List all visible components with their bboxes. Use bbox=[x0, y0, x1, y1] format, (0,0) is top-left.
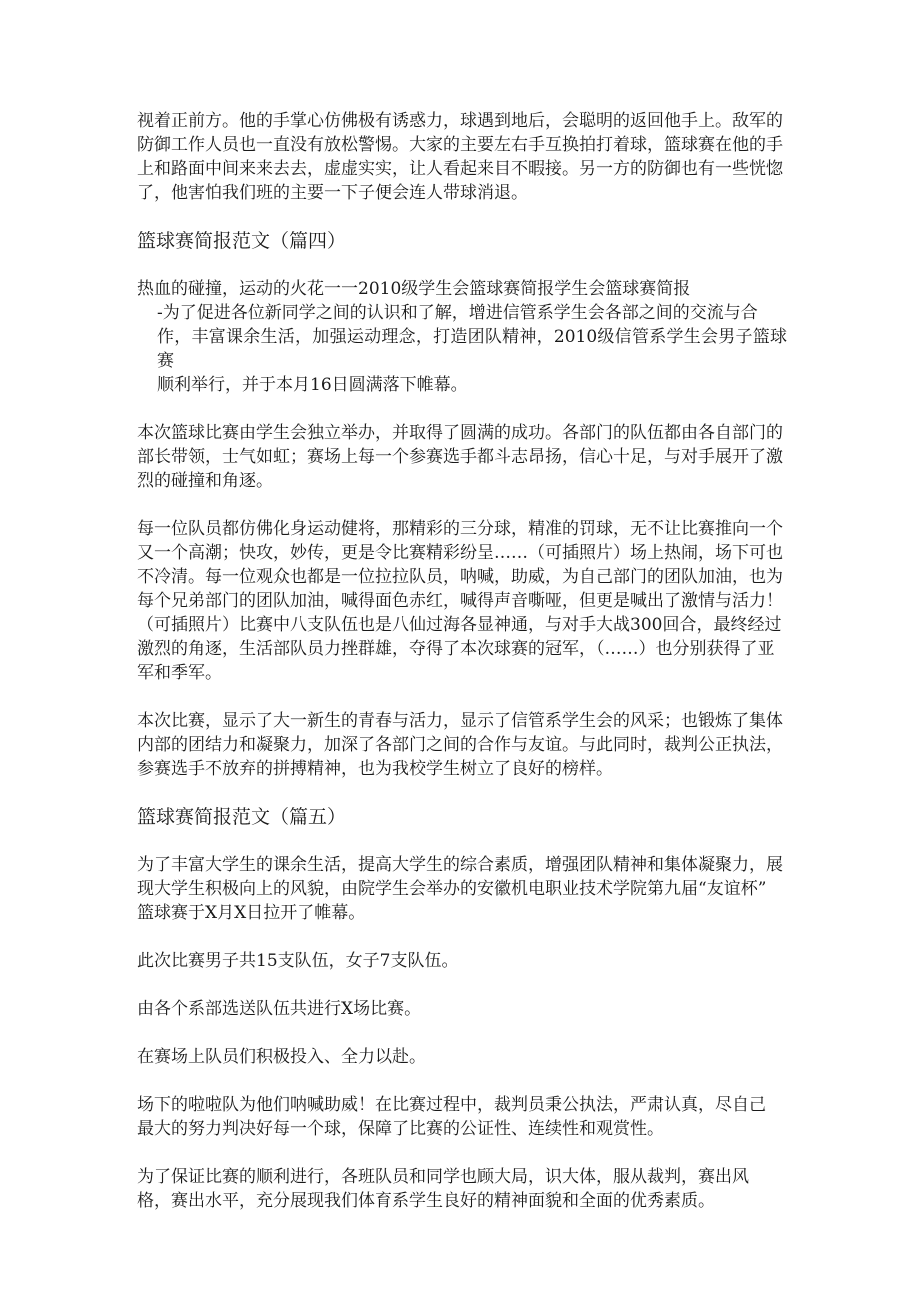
section5-paragraph-3: 由各个系部选送队伍共进行X场比赛。 bbox=[137, 999, 422, 1019]
section5-paragraph-1: 为了丰富大学生的课余生活，提高大学生的综合素质，增强团队精神和集体凝聚力，展 现大学生积极向上的风貌，由院学生会举办的安徽机电职业技术学院第九届“友谊杯” 篮球赛于X月X日拉开了帷幕。 bbox=[137, 855, 783, 923]
section-heading-5: 篮球赛简报范文（篇五） bbox=[137, 806, 347, 828]
section4-paragraph-2: 本次篮球比赛由学生会独立举办，并取得了圆满的成功。各部门的队伍都由各自部门的 部长带领，士气如虹；赛场上每一个参赛选手都斗志昂扬，信心十足，与对手展开了激 烈的碰撞和角逐。 bbox=[137, 423, 783, 491]
paragraph-continued: 视着正前方。他的手掌心仿佛极有诱惑力，球遇到地后，会聪明的返回他手上。敌军的 防御工作人员也一直没有放松警惕。大家的主要左右手互换拍打着球，篮球赛在他的手 上和路面中间来来去去，虚虚实实，让人看起来目不暇接。另一方的防御也有一些恍惚 了，他害怕我们班的主要一下子便会连人带球消退。 bbox=[137, 111, 783, 203]
section5-paragraph-6: 为了保证比赛的顺利进行，各班队员和同学也顾大局，识大体，服从裁判，赛出风 格，赛出水平，充分展现我们体育系学生良好的精神面貌和全面的优秀素质。 bbox=[137, 1167, 749, 1211]
section4-paragraph-3: 每一位队员都仿佛化身运动健将，那精彩的三分球，精准的罚球，无不让比赛推向一个 又一个高潮；快攻，妙传，更是令比赛精彩纷呈……（可插照片）场上热闹，场下可也 不冷清。每一位观众也都是一位拉拉队员，呐喊，助威，为自己部门的团队加油，也为 每个兄弟部门的团队加油，喊得面色赤红，喊得声音嘶哑，但更是喊出了激情与活力！ （可插照片）比赛中八支队伍也是八仙过海各显神通，与对手大战300回合，最终经过 激烈的角逐，生活部队员力挫群雄，夺得了本次球赛的冠军，（……）也分别获得了亚 军和季军。 bbox=[137, 519, 783, 683]
document-body bbox=[137, 109, 787, 1237]
section4-intro-line: 热血的碰撞，运动的火花一一2010级学生会篮球赛简报学生会篮球赛简报 bbox=[137, 279, 691, 299]
section5-paragraph-4: 在赛场上队员们积极投入、全力以赴。 bbox=[137, 1047, 426, 1067]
section-heading-4: 篮球赛简报范文（篇四） bbox=[137, 230, 347, 252]
section5-paragraph-5: 场下的啦啦队为他们呐喊助威！在比赛过程中，裁判员秉公执法，严肃认真，尽自己 最大的努力判决好每一个球，保障了比赛的公证性、连续性和观赏性。 bbox=[137, 1095, 766, 1139]
section5-paragraph-2: 此次比赛男子共15支队伍，女子7支队伍。 bbox=[137, 951, 459, 971]
section4-paragraph-4: 本次比赛，显示了大一新生的青春与活力，显示了信管系学生会的风采；也锻炼了集体 内部的团结力和凝聚力，加深了各部门之间的合作与友谊。与此同时，裁判公正执法， 参赛选手不放弃的拼搏精神，也为我校学生树立了良好的榜样。 bbox=[137, 711, 783, 779]
section4-intro-rest: -为了促进各位新同学之间的认识和了解，增进信管系学生会各部之间的交流与合 作，丰富课余生活，加强运动理念，打造团队精神，2010级信管系学生会男子篮球赛 顺利举行，并于本月16日圆满落下帷幕。 bbox=[157, 303, 787, 395]
